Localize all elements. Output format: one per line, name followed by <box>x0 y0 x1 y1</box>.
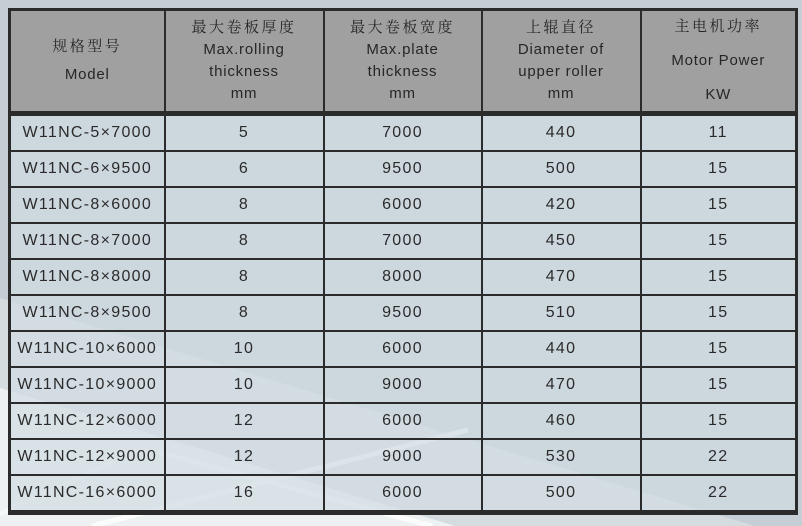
cell-max-thickness: 8 <box>165 223 324 259</box>
header-line-zh: 规格型号 <box>52 38 123 55</box>
cell-max-thickness: 10 <box>165 367 324 403</box>
header-line-en: Diameter of <box>517 41 605 58</box>
cell-model: W11NC-10×9000 <box>10 367 165 403</box>
table-row <box>10 403 797 439</box>
header-max-plate-width <box>324 10 482 114</box>
cell-max-width: 6000 <box>324 475 482 513</box>
header-lines <box>166 11 323 111</box>
header-line-en: thickness <box>367 63 438 80</box>
table-row <box>10 259 797 295</box>
cell-motor-power: 22 <box>641 475 797 513</box>
cell-max-width: 6000 <box>324 187 482 223</box>
table-row <box>10 223 797 259</box>
table-row <box>10 439 797 475</box>
header-line-en: Model <box>64 66 110 83</box>
cell-max-thickness: 12 <box>165 439 324 475</box>
cell-max-width: 7000 <box>324 114 482 152</box>
table-row <box>10 187 797 223</box>
header-line-unit: mm <box>389 85 416 102</box>
cell-model: W11NC-12×6000 <box>10 403 165 439</box>
header-lines <box>11 11 164 111</box>
cell-model: W11NC-8×6000 <box>10 187 165 223</box>
cell-roller-diameter: 420 <box>482 187 641 223</box>
cell-max-width: 9500 <box>324 151 482 187</box>
cell-max-width: 9000 <box>324 439 482 475</box>
cell-model: W11NC-12×9000 <box>10 439 165 475</box>
cell-max-thickness: 16 <box>165 475 324 513</box>
cell-roller-diameter: 440 <box>482 114 641 152</box>
cell-roller-diameter: 450 <box>482 223 641 259</box>
cell-roller-diameter: 470 <box>482 367 641 403</box>
cell-model: W11NC-16×6000 <box>10 475 165 513</box>
header-model <box>10 10 165 114</box>
header-upper-roller-diameter <box>482 10 641 114</box>
cell-max-width: 6000 <box>324 331 482 367</box>
table-row <box>10 475 797 513</box>
cell-max-width: 8000 <box>324 259 482 295</box>
cell-model: W11NC-8×7000 <box>10 223 165 259</box>
table-row <box>10 151 797 187</box>
cell-motor-power: 22 <box>641 439 797 475</box>
cell-max-width: 7000 <box>324 223 482 259</box>
cell-model: W11NC-8×9500 <box>10 295 165 331</box>
header-line-zh: 主电机功率 <box>674 18 762 35</box>
cell-model: W11NC-5×7000 <box>10 114 165 152</box>
header-line-unit: mm <box>230 85 258 102</box>
cell-roller-diameter: 500 <box>482 475 641 513</box>
header-line-unit: KW <box>705 86 732 103</box>
table-row <box>10 114 797 152</box>
table-row <box>10 295 797 331</box>
header-line-en: upper roller <box>518 63 604 80</box>
header-line-en: Max.rolling <box>203 41 285 58</box>
header-line-en: thickness <box>209 63 279 80</box>
cell-max-thickness: 6 <box>165 151 324 187</box>
table-row <box>10 367 797 403</box>
cell-motor-power: 15 <box>641 223 797 259</box>
cell-motor-power: 15 <box>641 187 797 223</box>
header-motor-power <box>641 10 797 114</box>
cell-max-thickness: 5 <box>165 114 324 152</box>
cell-max-width: 9500 <box>324 295 482 331</box>
cell-motor-power: 15 <box>641 259 797 295</box>
header-lines <box>325 11 481 111</box>
cell-motor-power: 15 <box>641 367 797 403</box>
cell-motor-power: 15 <box>641 403 797 439</box>
cell-model: W11NC-8×8000 <box>10 259 165 295</box>
cell-motor-power: 11 <box>641 114 797 152</box>
header-lines <box>483 11 640 111</box>
header-lines <box>642 11 796 111</box>
spec-table <box>8 8 798 515</box>
table-row <box>10 331 797 367</box>
header-line-unit: mm <box>547 85 575 102</box>
header-row <box>10 10 797 114</box>
cell-max-thickness: 12 <box>165 403 324 439</box>
cell-max-thickness: 10 <box>165 331 324 367</box>
header-line-zh: 上辊直径 <box>525 19 596 36</box>
cell-roller-diameter: 470 <box>482 259 641 295</box>
cell-max-thickness: 8 <box>165 295 324 331</box>
cell-model: W11NC-10×6000 <box>10 331 165 367</box>
cell-roller-diameter: 510 <box>482 295 641 331</box>
header-line-en: Max.plate <box>366 41 439 58</box>
cell-roller-diameter: 530 <box>482 439 641 475</box>
header-line-en: Motor Power <box>671 52 766 69</box>
cell-max-width: 9000 <box>324 367 482 403</box>
cell-max-thickness: 8 <box>165 187 324 223</box>
cell-roller-diameter: 460 <box>482 403 641 439</box>
header-max-rolling-thickness <box>165 10 324 114</box>
cell-roller-diameter: 440 <box>482 331 641 367</box>
header-line-zh: 最大卷板厚度 <box>191 19 297 36</box>
cell-motor-power: 15 <box>641 331 797 367</box>
cell-motor-power: 15 <box>641 295 797 331</box>
header-line-zh: 最大卷板宽度 <box>349 19 455 36</box>
cell-max-thickness: 8 <box>165 259 324 295</box>
cell-max-width: 6000 <box>324 403 482 439</box>
cell-model: W11NC-6×9500 <box>10 151 165 187</box>
cell-roller-diameter: 500 <box>482 151 641 187</box>
cell-motor-power: 15 <box>641 151 797 187</box>
